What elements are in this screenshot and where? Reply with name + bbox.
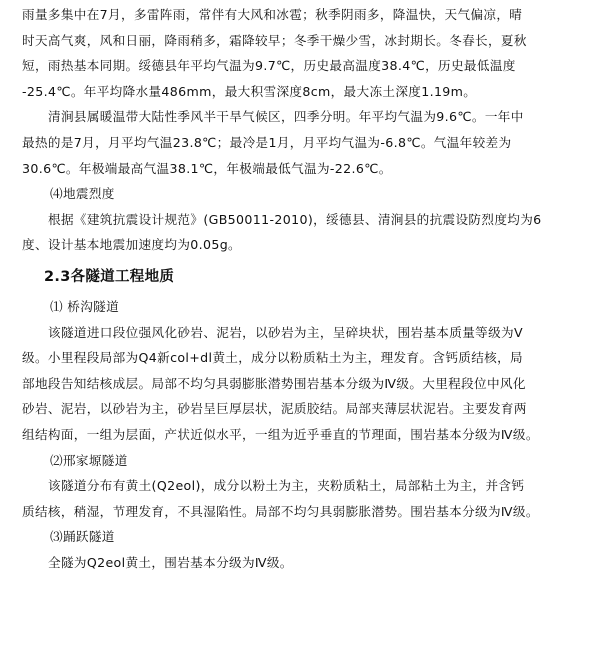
tunnel-yongyue-paragraph (22, 550, 594, 576)
text-line: 部地段告知结核成层。局部不均匀具弱膨胀潜势围岩基本分级为Ⅳ级。大里程段位中风化 (22, 375, 526, 391)
paragraph-climate-suide (22, 2, 594, 104)
text-line: 该隧道进口段位强风化砂岩、泥岩，以砂岩为主，呈碎块状，围岩基本质量等级为Ⅴ (48, 324, 523, 340)
text-line: 30.6℃。年极端最高气温38.1℃，年极端最低气温为-22.6℃。 (22, 160, 392, 176)
text-line: 清涧县属暖温带大陆性季风半干旱气候区，四季分明。年平均气温为9.6℃。一年中 (48, 109, 524, 125)
text-line: 质结核，稍湿，节理发育，不具湿陷性。局部不均匀具弱膨胀潜势。围岩基本分级为Ⅳ级。 (22, 503, 539, 519)
text-line: -25.4℃。年平均降水量486mm，最大积雪深度8cm，最大冻土深度1.19m。 (22, 83, 477, 99)
text-line: 组结构面，一组为层面，产状近似水平，一组为近乎垂直的节理面，围岩基本分级为Ⅳ级。 (22, 426, 539, 442)
text-line: 短，雨热基本同期。绥德县年平均气温为9.7℃，历史最高温度38.4℃，历史最低温度 (22, 58, 516, 74)
text-line: 砂岩、泥岩，以砂岩为主，砂岩呈巨厚层状，泥质胶结。局部夹薄层状泥岩。主要发育两 (22, 401, 527, 417)
tunnel-qiaogou-title: ⑴ 桥沟隧道 (50, 298, 120, 314)
section-seismic-title: ⑷地震烈度 (50, 186, 115, 202)
text-line: 级。小里程段局部为Q4新col+dl黄土，成分以粉质粘土为主，理发育。含钙质结核，局 (22, 350, 523, 366)
text-line: 度、设计基本地震加速度均为0.05g。 (22, 237, 241, 253)
tunnel-qiaogou-paragraph (22, 320, 594, 448)
text-line: 时天高气爽，风和日丽，降雨稍多，霜降较早；冬季干燥少雪，冰封期长。冬春长，夏秋 (22, 32, 527, 48)
tunnel-xingjiayuan-title: ⑵邢家塬隧道 (50, 452, 128, 468)
tunnel-xingjiayuan-paragraph (22, 473, 594, 524)
text-line: 最热的是7月，月平均气温23.8℃；最冷是1月，月平均气温为-6.8℃。气温年较差为 (22, 134, 512, 150)
paragraph-seismic (22, 207, 594, 258)
text-line: 该隧道分布有黄土(Q2eol)，成分以粉土为主，夹粉质粘土，局部粘土为主，并含钙 (48, 478, 525, 494)
text-line: 全隧为Q2eol黄土，围岩基本分级为Ⅳ级。 (48, 554, 293, 570)
paragraph-climate-qingjian (22, 104, 594, 181)
text-line: 雨量多集中在7月，多雷阵雨，常伴有大风和冰雹；秋季阴雨多，降温快，天气偏凉，晴 (22, 7, 523, 22)
section-heading-2-3: 2.3各隧道工程地质 (44, 268, 175, 285)
tunnel-yongyue-title: ⑶踊跃隧道 (50, 529, 115, 545)
text-line: 根据《建筑抗震设计规范》(GB50011-2010)，绥德县、清涧县的抗震设防烈度均为6 (48, 211, 542, 227)
